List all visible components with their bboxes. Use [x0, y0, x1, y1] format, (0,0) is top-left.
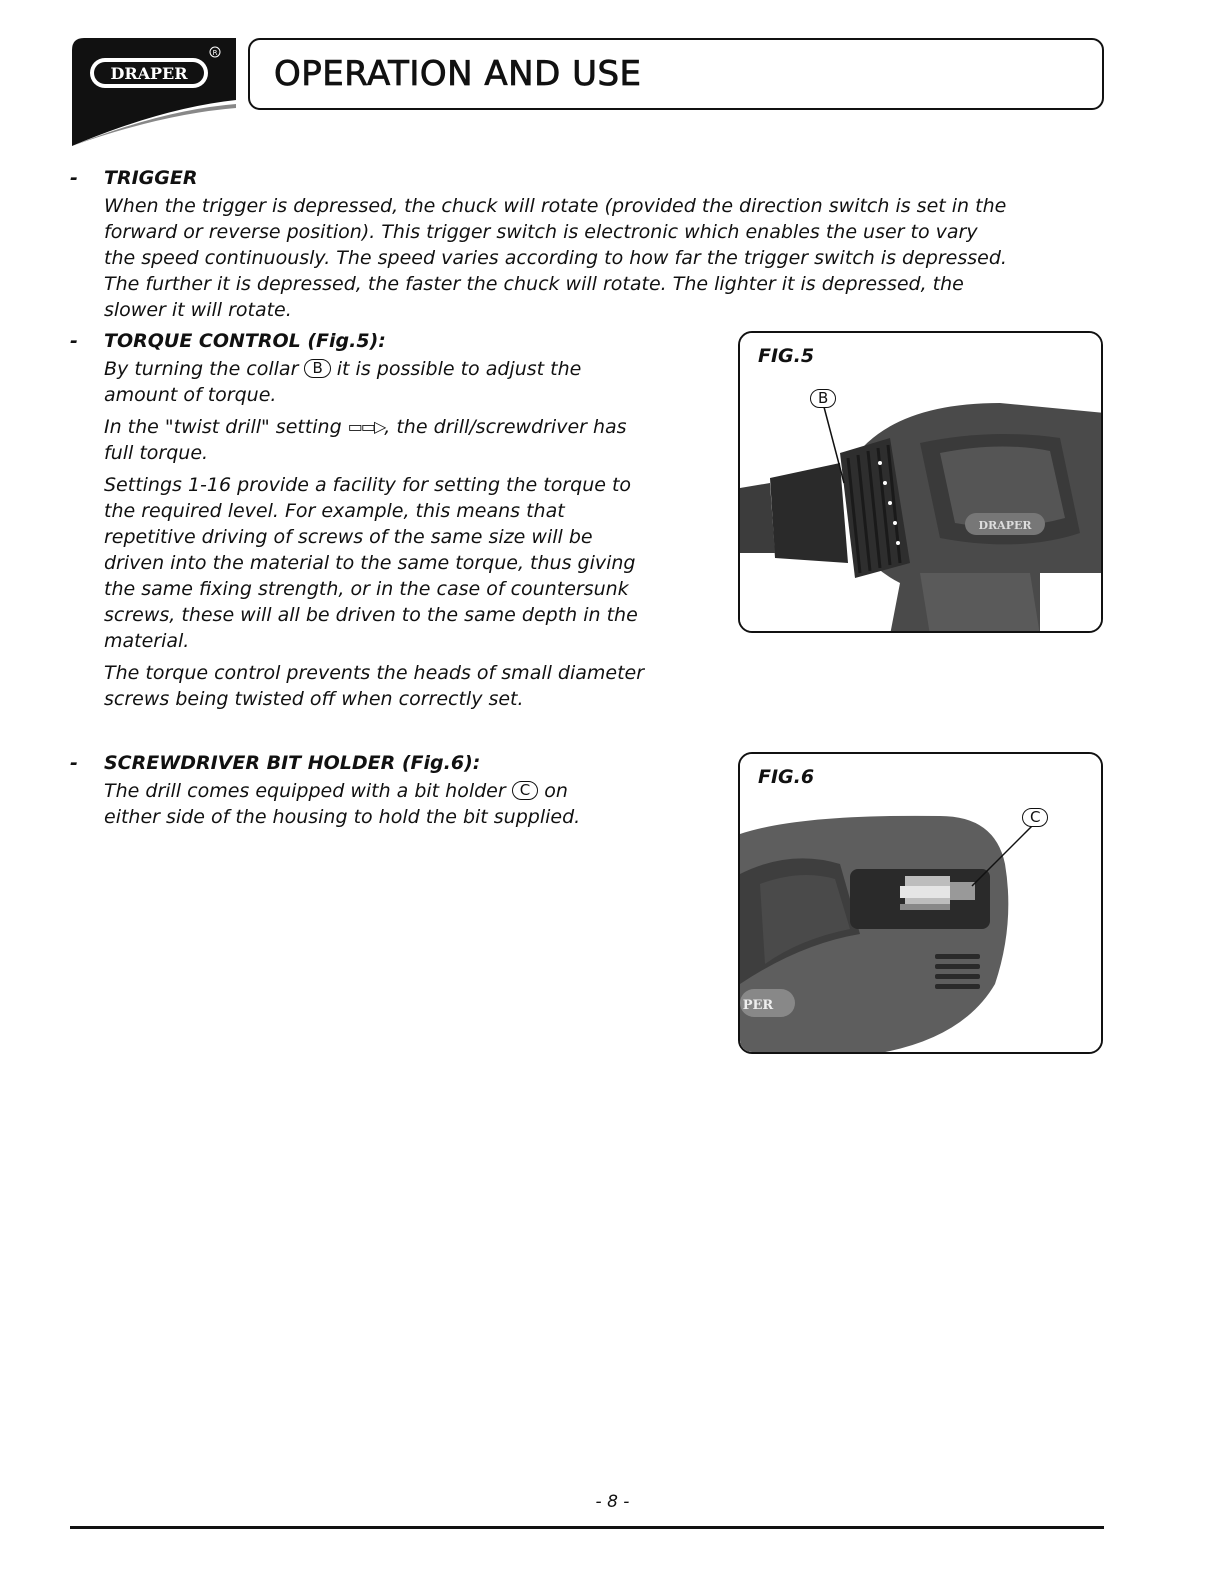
- trigger-line-1: When the trigger is depressed, the chuck will rotate (provided the direction switch is set in the: [104, 195, 1007, 217]
- bit-holder-a: The drill comes equipped with a bit holder: [104, 780, 506, 802]
- svg-text:DRAPER: DRAPER: [978, 519, 1032, 532]
- drill-chuck-photo: [740, 333, 1103, 633]
- torque-p2-a: In the "twist drill" setting: [104, 416, 342, 438]
- torque-p3-line-6: screws, these will all be driven to the same depth in the: [104, 604, 638, 626]
- torque-p4-line-1: The torque control prevents the heads of small diameter: [104, 662, 645, 684]
- torque-p1-line-1: [104, 356, 581, 382]
- svg-text:PER: PER: [742, 998, 774, 1013]
- torque-p2-line-1: [104, 414, 627, 440]
- page-number: - 8 -: [595, 1492, 630, 1512]
- bit-holder-heading: SCREWDRIVER BIT HOLDER (Fig.6):: [104, 752, 481, 774]
- bullet-dash: -: [70, 330, 78, 352]
- callout-b: B: [304, 359, 330, 378]
- trigger-line-2: forward or reverse position). This trigger switch is electronic which enables the user to vary: [104, 221, 978, 243]
- svg-text:R: R: [212, 49, 218, 57]
- torque-p1-b: it is possible to adjust the: [336, 358, 582, 380]
- figure-5-label: FIG.5: [758, 345, 815, 367]
- page-title: OPERATION AND USE: [274, 54, 642, 94]
- torque-p1-line-2: amount of torque.: [104, 384, 277, 406]
- torque-p3-line-3: repetitive driving of screws of the same size will be: [104, 526, 593, 548]
- figure-6-label: FIG.6: [758, 766, 815, 788]
- torque-p2-line-2: full torque.: [104, 442, 209, 464]
- trigger-line-5: slower it will rotate.: [104, 299, 292, 321]
- bit-holder-b: on: [544, 780, 568, 802]
- torque-p3-line-1: Settings 1-16 provide a facility for setting the torque to: [104, 474, 632, 496]
- torque-p3-line-2: the required level. For example, this means that: [104, 500, 565, 522]
- callout-c: C: [512, 781, 538, 800]
- torque-p1-a: By turning the collar: [104, 358, 299, 380]
- torque-p3-line-4: driven into the material to the same torque, thus giving: [104, 552, 636, 574]
- torque-p3-line-7: material.: [104, 630, 190, 652]
- page-title-box: [248, 38, 1104, 110]
- torque-p2-b: , the drill/screwdriver has: [384, 416, 627, 438]
- bit-holder-line-1: [104, 778, 568, 804]
- bullet-dash: -: [70, 752, 78, 774]
- bit-holder-photo: [740, 754, 1103, 1054]
- trigger-line-4: The further it is depressed, the faster the chuck will rotate. The lighter it is depressed, the: [104, 273, 964, 295]
- figure-5: [738, 331, 1103, 633]
- bullet-dash: -: [70, 167, 78, 189]
- figure-6: [738, 752, 1103, 1054]
- twist-drill-icon: ▭▭▷: [347, 417, 385, 436]
- torque-heading: TORQUE CONTROL (Fig.5):: [104, 330, 386, 352]
- trigger-heading: TRIGGER: [104, 167, 198, 189]
- footer-rule: [70, 1526, 1104, 1529]
- torque-p3-line-5: the same fixing strength, or in the case of countersunk: [104, 578, 629, 600]
- figure-6-callout-c: C: [1022, 808, 1048, 827]
- bit-holder-line-2: either side of the housing to hold the bit supplied.: [104, 806, 581, 828]
- figure-5-callout-b: B: [810, 389, 836, 408]
- trigger-line-3: the speed continuously. The speed varies according to how far the trigger switch is depressed.: [104, 247, 1007, 269]
- brand-logo-text: DRAPER: [110, 64, 188, 83]
- brand-logo: [72, 38, 236, 146]
- torque-p4-line-2: screws being twisted off when correctly set.: [104, 688, 524, 710]
